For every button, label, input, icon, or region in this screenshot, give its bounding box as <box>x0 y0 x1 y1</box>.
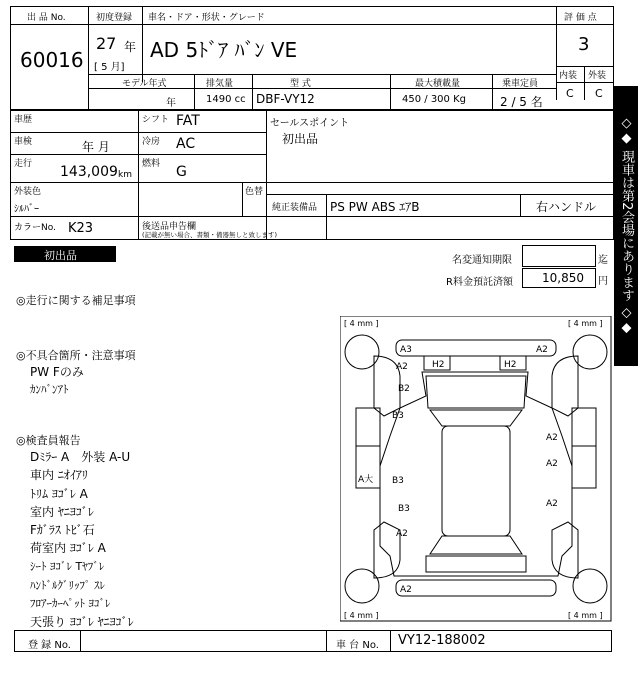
model-year-label: モデル年式 <box>122 79 167 89</box>
exterior-color-label: 外装色 <box>14 187 42 197</box>
sales-point-label: セールスポイント <box>270 118 350 129</box>
post-declare-label: 後送品申告欄 <box>142 222 197 232</box>
footer-frame <box>14 630 612 652</box>
mileage-unit: km <box>118 170 132 180</box>
damage-mark: B3 <box>392 411 404 421</box>
name-change-box <box>522 245 596 267</box>
damage-mark: H2 <box>504 360 517 370</box>
rear-gate <box>426 556 526 572</box>
tire-label-fr: [ 4 mm ] <box>568 319 603 328</box>
damage-mark: A2 <box>546 459 558 469</box>
damage-mark: A大 <box>358 475 374 485</box>
mileage-label: 走行 <box>14 159 33 169</box>
chassis-no: VY12-188002 <box>398 633 486 648</box>
car-damage-diagram <box>340 316 612 622</box>
max-load: 450 / 300 Kg <box>402 94 466 105</box>
equipment-label: 純正装備品 <box>272 203 318 213</box>
sales-point: 初出品 <box>282 132 319 146</box>
door-fl <box>356 408 380 446</box>
inspection-label: 車検 <box>14 137 33 147</box>
first-listing-text: 初出品 <box>44 249 77 262</box>
exterior-color: ｼﾙﾊﾞｰ <box>14 204 39 215</box>
windshield <box>430 410 522 426</box>
recycle-unit: 円 <box>598 276 608 287</box>
door-rr <box>572 446 596 488</box>
inspection: 年 月 <box>82 140 110 154</box>
damage-mark: A2 <box>536 345 548 355</box>
inspector-item: 荷室内 ﾖｺﾞﾚ A <box>30 541 106 555</box>
defect-item: ｶﾝﾊﾞﾝｱﾄ <box>30 383 69 396</box>
inspector-item: ﾊﾝﾄﾞﾙｸﾞﾘｯﾌﾟ ｽﾚ <box>30 579 105 592</box>
inspector-item: 室内 ﾔﾆﾖｺﾞﾚ <box>30 505 94 519</box>
model-year: 年 <box>166 98 176 109</box>
color-change-label: 色替 <box>245 187 264 197</box>
inspector-item: 車内 ﾆｵｲｱﾘ <box>30 468 88 482</box>
inspector-item: Dﾐﾗｰ A 外装 A-U <box>30 450 131 464</box>
rear-window <box>430 536 522 554</box>
lot-no: 60016 <box>20 48 84 72</box>
history-label: 車歴 <box>14 115 33 125</box>
defects-title: ◎不具合箇所・注意事項 <box>16 349 136 362</box>
inspector-item: ﾄﾘﾑ ﾖｺﾞﾚ A <box>30 487 88 501</box>
recycle-value: 10,850 <box>542 271 584 285</box>
car-body <box>380 372 572 576</box>
first-reg-label: 初度登録 <box>96 13 133 23</box>
reg-no-label: 登 録 No. <box>28 640 71 651</box>
first-reg-month: [ 5 月] <box>94 62 125 73</box>
damage-mark: A2 <box>546 499 558 509</box>
tire-label-rr: [ 4 mm ] <box>568 611 603 620</box>
color-no: K23 <box>68 221 94 236</box>
side-banner-text: ◇◆ 現車は第2会場にあります ◇◆ <box>619 116 634 336</box>
displacement: 1490 cc <box>206 94 246 105</box>
inspector-item: ｼｰﾄ ﾖｺﾞﾚ Tﾔﾌﾞﾚ <box>30 560 105 573</box>
tire-label-fl: [ 4 mm ] <box>344 319 379 328</box>
door-fr <box>572 408 596 446</box>
score-label: 評 価 点 <box>564 13 597 23</box>
damage-mark: B3 <box>392 476 404 486</box>
interior-grade: C <box>566 87 574 100</box>
capacity: 2 / 5 名 <box>500 95 543 109</box>
max-load-label: 最大積載量 <box>415 79 461 89</box>
exterior-grade: C <box>595 87 603 100</box>
driving-title: ◎走行に関する補足事項 <box>16 294 136 307</box>
fuel-label: 燃料 <box>142 159 161 169</box>
inspector-item: Fｶﾞﾗｽ ﾄﾋﾞ石 <box>30 523 95 537</box>
damage-mark: A3 <box>400 345 412 355</box>
rear-wing-right <box>552 522 578 578</box>
color-no-label: カラーNo. <box>14 223 56 233</box>
front-bumper <box>396 340 556 356</box>
damage-mark: A2 <box>396 529 408 539</box>
defect-item: PW Fのみ <box>30 365 84 379</box>
lot-no-label: 出 品 No. <box>27 13 66 23</box>
rear-bumper <box>396 580 556 596</box>
name-change-label: 名変通知期限 <box>452 255 512 266</box>
name-change-unit: 迄 <box>598 255 608 266</box>
roof <box>442 426 510 536</box>
model-code: DBF-VY12 <box>256 92 315 106</box>
damage-mark: A2 <box>400 585 412 595</box>
mileage: 143,009 <box>60 164 118 180</box>
displacement-label: 排気量 <box>206 79 234 89</box>
year-unit: 年 <box>124 40 137 54</box>
damage-mark: A2 <box>546 433 558 443</box>
ac: AC <box>176 136 196 152</box>
damage-mark: A2 <box>396 362 408 372</box>
shift-label: シフト <box>142 115 170 125</box>
ac-label: 冷房 <box>142 137 161 147</box>
damage-mark: H2 <box>432 360 445 370</box>
inspector-title: ◎検査員報告 <box>16 434 81 447</box>
tire-label-rl: [ 4 mm ] <box>344 611 379 620</box>
interior-label: 内装 <box>559 71 578 81</box>
damage-mark: B3 <box>398 504 410 514</box>
inspector-item: 天張り ﾖｺﾞﾚ ﾔﾆﾖｺﾞﾚ <box>30 615 134 629</box>
shift: FAT <box>176 113 200 129</box>
chassis-label: 車 台 No. <box>336 640 379 651</box>
recycle-label: R料金預託済額 <box>446 277 513 288</box>
model-code-label: 型 式 <box>290 79 311 89</box>
inspector-item: ﾌﾛｱｰｶｰﾍﾟｯﾄ ﾖｺﾞﾚ <box>30 597 111 610</box>
car-name-label: 車名・ドア・形状・グレード <box>148 13 265 23</box>
score: 3 <box>578 34 590 55</box>
capacity-label: 乗車定員 <box>502 79 539 89</box>
damage-mark: B2 <box>398 384 410 394</box>
equipment: PS PW ABS ｴｱB <box>330 200 420 214</box>
exterior-label: 外装 <box>588 71 607 81</box>
post-declare-note: (記載が無い場合、書類・備器無しと致します) <box>142 231 278 239</box>
front-wing-right <box>552 356 578 416</box>
first-reg-year: 27 <box>96 34 117 53</box>
fuel: G <box>176 164 187 180</box>
handle: 右ハンドル <box>536 200 597 214</box>
car-name: AD 5ﾄﾞｱ ﾊﾞﾝ VE <box>150 38 298 62</box>
bonnet <box>426 376 526 408</box>
